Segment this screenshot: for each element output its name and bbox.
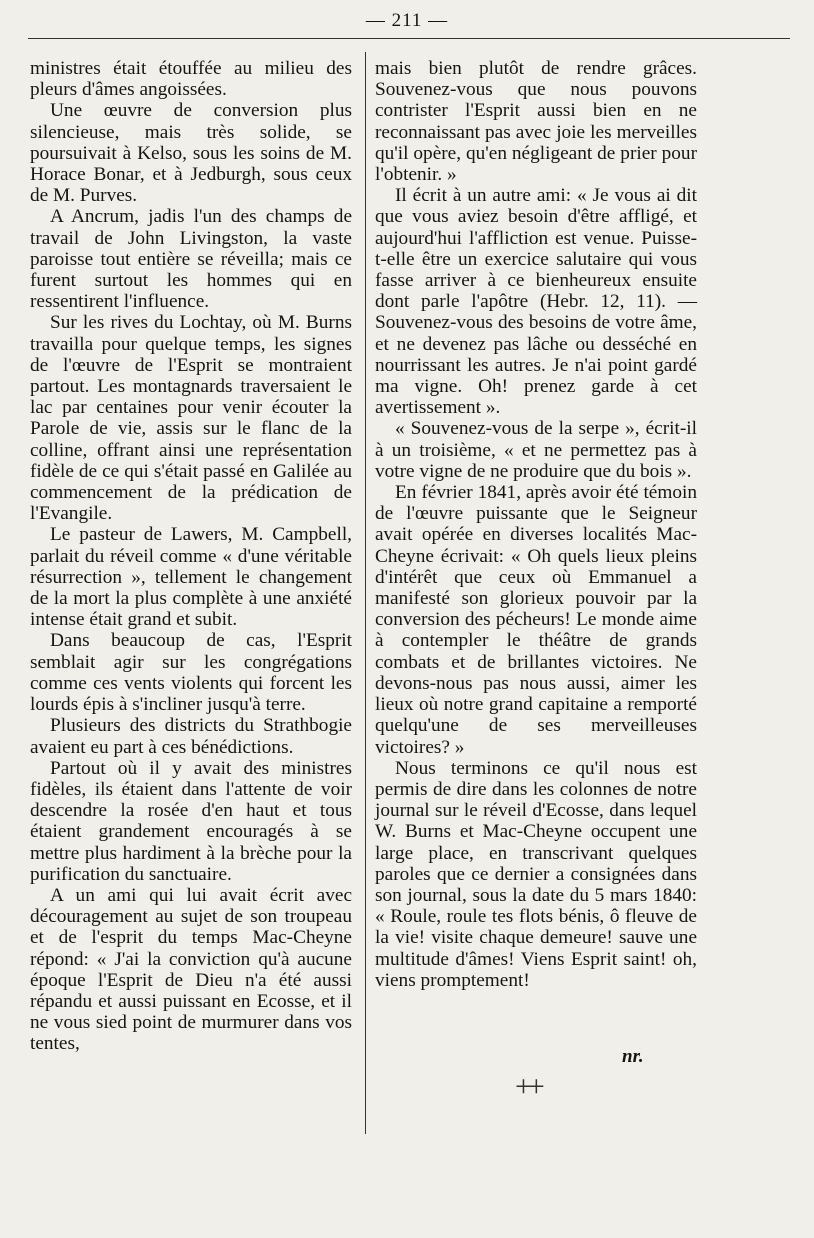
- paragraph: « Souvenez-vous de la serpe », écrit-il à un troisième, « et ne permettez pas à votre vigne de ne produire que du bois ».: [375, 418, 697, 482]
- author-signature: nr.: [622, 1046, 644, 1067]
- paragraph: ministres était étouffée au milieu des pleurs d'âmes angoissées.: [30, 58, 352, 101]
- column-divider: [365, 52, 366, 1134]
- paragraph: Une œuvre de conversion plus silencieuse, mais très solide, se poursuivait à Kelso, sous les soins de M. Horace Bonar, et à Jedburgh, sous ceux de M. Purves.: [30, 100, 352, 207]
- paragraph: Nous terminons ce qu'il nous est permis de dire dans les colonnes de notre journal sur le réveil d'Ecosse, dans lequel W. Burns et Mac-Cheyne occupent une large place, en transcrivant quelques paroles que ce dernier a consignées dans son journal, sous la date du 5 mars 1840: « Roule, roule tes flots bénis, ô fleuve de la vie! visite chaque demeure! sauve une multitude d'âmes! Viens Esprit saint! oh, viens promptement!: [375, 757, 697, 991]
- paragraph: A un ami qui lui avait écrit avec découragement au sujet de son troupeau et de l'esprit du temps Mac-Cheyne répond: « J'ai la conviction qu'à aucune époque l'Esprit de Dieu n'a été aussi répandu et aussi puissant en Ecosse, et il ne vous sied point de murmurer dans vos tentes,: [30, 884, 352, 1055]
- paragraph: Le pasteur de Lawers, M. Campbell, parlait du réveil comme « d'une véritable résurrection », tellement le changement de la mort la plus complète à une anxiété intense était grand et subit.: [30, 524, 352, 631]
- page-number: — 211 —: [365, 10, 449, 31]
- right-column: [375, 58, 697, 991]
- paragraph: Plusieurs des districts du Strathbogie avaient eu part à ces bénédictions.: [30, 715, 352, 758]
- header-rule: [28, 38, 790, 39]
- paragraph: Il écrit à un autre ami: « Je vous ai dit que vous aviez besoin d'être affligé, et aujourd'hui l'affliction est venue. Puisse-t-elle être un exercice salutaire qui vous fasse arriver à ce bienheureux ensuite dont parle l'apôtre (Hebr. 12, 11). — Souvenez-vous des besoins de votre âme, et ne devenez pas lâche ou desséché en nourrissant les autres. Je n'ai point gardé ma vigne. Oh! prenez garde à cet avertissement ».: [375, 185, 697, 419]
- paragraph: Dans beaucoup de cas, l'Esprit semblait agir sur les congrégations comme ces vents violents qui forcent les lourds épis à s'incliner jusqu'à terre.: [30, 630, 352, 716]
- paragraph: Sur les rives du Lochtay, où M. Burns travailla pour quelque temps, les signes de l'œuvre de l'Esprit se montraient partout. Les montagnards traversaient le lac par centaines pour venir écouter la Parole de vie, assis sur le flanc de la colline, offrant ainsi une représentation fidèle de ce qui s'était passé en Galilée au commencement de la prédication de l'Evangile.: [30, 312, 352, 525]
- left-column: [30, 58, 352, 1055]
- paragraph: A Ancrum, jadis l'un des champs de travail de John Livingston, la vaste paroisse tout entière se réveilla; mais ce furent surtout les hommes qui en ressentirent l'influence.: [30, 206, 352, 313]
- paragraph: Partout où il y avait des ministres fidèles, ils étaient dans l'attente de voir descendre la rosée d'en haut et tous étaient grandement encouragés à se mettre plus hardiment à la brèche pour la purification du sanctuaire.: [30, 757, 352, 885]
- paragraph: mais bien plutôt de rendre grâces. Souvenez-vous que nous pouvons contrister l'Esprit aussi bien en ne reconnaissant pas avec joie les merveilles qu'il opère, qu'en négligeant de prier pour l'obtenir. »: [375, 58, 697, 186]
- paragraph: En février 1841, après avoir été témoin de l'œuvre puissante que le Seigneur avait opérée en diverses localités Mac-Cheyne écrivait: « Oh quels lieux pleins d'intérêt que ceux où Emmanuel a manifesté son glorieux pouvoir par la conversion des pécheurs! Le monde aime à contempler le théâtre de grands combats et de brillantes victoires. Ne devons-nous pas nous aussi, aimer les lieux où notre grand capitaine a remporté quelqu'une de ses merveilleuses victoires? »: [375, 482, 697, 758]
- ornament-crosses: ++: [515, 1070, 541, 1103]
